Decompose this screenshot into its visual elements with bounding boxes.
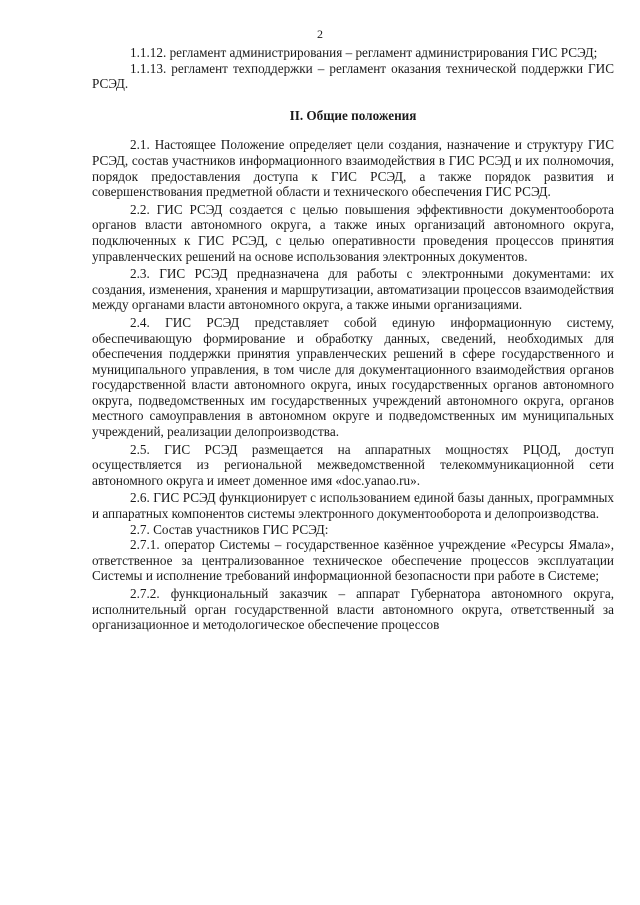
paragraph-2-7-1: 2.7.1. оператор Системы – государственное казённое учреждение «Ресурсы Ямала», ответственное за централизованное техническое обеспечение процессов эксплуатации Системы и исполнение требований информационной безопасности при работе в Системе; [92, 537, 614, 584]
paragraph-2-2: 2.2. ГИС РСЭД создается с целью повышения эффективности документооборота органов власти автономного округа, а также иных организаций автономного округа, подключенных к ГИС РСЭД, с целью оперативности проведения процессов принятия управленческих решений на основе использования электронных документов. [92, 201, 614, 264]
page-number: 2 [317, 27, 323, 41]
paragraph-2-7-2: 2.7.2. функциональный заказчик – аппарат Губернатора автономного округа, исполнительный орган государственной власти автономного округа, ответственный за организационное и методологическое обеспечение процессов [92, 586, 614, 633]
paragraph-2-4: 2.4. ГИС РСЭД представляет собой единую информационную систему, обеспечивающую формирование и обработку данных, сведений, необходимых для обеспечения поддержки принятия управленческих решений в сфере государственного и муниципального управления, в том числе для документационного взаимодействия органов государственной власти автономного округа, иных государственных органов автономного округа, подведомственных им государственных учреждений автономного округа, органов местного самоуправления в автономном округе и подведомственных им муниципальных учреждений, реализации делопроизводства. [92, 314, 614, 440]
paragraph-1-1-13: 1.1.13. регламент техподдержки – регламент оказания технической поддержки ГИС РСЭД. [92, 60, 614, 92]
paragraph-2-1: 2.1. Настоящее Положение определяет цели создания, назначение и структуру ГИС РСЭД, состав участников информационного взаимодействия в ГИС РСЭД и их полномочия, порядок предоставления доступа к ГИС РСЭД, а также порядок развития и совершенствования предметной области и технического обеспечения ГИС РСЭД. [92, 137, 614, 200]
paragraph-2-3: 2.3. ГИС РСЭД предназначена для работы с электронными документами: их создания, изменения, хранения и маршрутизации, автоматизации процессов взаимодействия между органами власти автономного округа, а также иными организациями. [92, 266, 614, 313]
document-body [92, 45, 614, 633]
paragraph-2-6: 2.6. ГИС РСЭД функционирует с использованием единой базы данных, программных и аппаратных компонентов системы электронного документооборота и делопроизводства. [92, 490, 614, 522]
paragraph-1-1-12: 1.1.12. регламент администрирования – регламент администрирования ГИС РСЭД; [130, 45, 598, 60]
paragraph-2-7: 2.7. Состав участников ГИС РСЭД: [130, 521, 329, 537]
section-heading: II. Общие положения [289, 107, 417, 123]
paragraph-2-5: 2.5. ГИС РСЭД размещается на аппаратных мощностях РЦОД, доступ осуществляется из региональной межведомственной телекоммуникационной сети автономного округа и имеет доменное имя «doc.yanao.ru». [92, 441, 614, 488]
